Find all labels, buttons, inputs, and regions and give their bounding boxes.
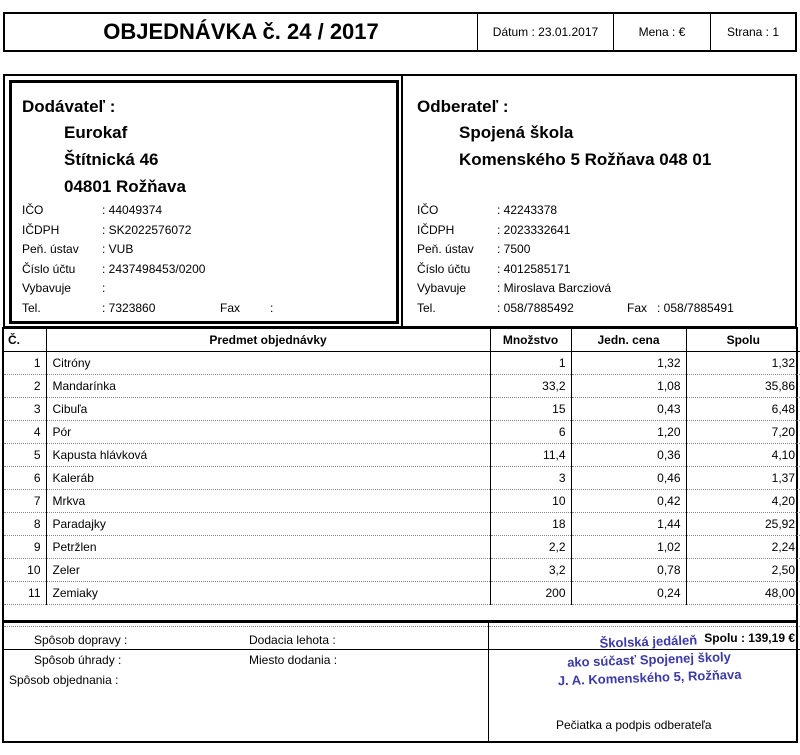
fax-label: Fax <box>627 300 648 315</box>
order-currency: Mena : € <box>638 25 686 39</box>
table-row <box>4 421 800 444</box>
table-row <box>4 444 800 467</box>
item-name: Mandarínka <box>46 375 490 398</box>
item-quantity: 3,2 <box>490 559 571 582</box>
field-value: : 4012585171 <box>497 261 571 276</box>
field-value: : 7500 <box>497 242 531 256</box>
field-value: : SK2022576072 <box>102 222 192 237</box>
item-quantity: 11,4 <box>490 444 571 467</box>
field-label: IČDPH <box>417 222 455 237</box>
customer-details <box>417 201 787 318</box>
item-unit-price: 0,78 <box>571 559 686 582</box>
transport-label: Spôsob dopravy : <box>34 633 128 647</box>
item-total: 35,86 <box>686 375 800 398</box>
order-page: Strana : 1 <box>726 25 780 39</box>
fax-label: Fax <box>220 300 241 315</box>
item-total: 25,92 <box>686 513 800 536</box>
col-header-number: Č. <box>4 329 46 352</box>
field-value: : <box>102 281 106 295</box>
item-unit-price: 1,20 <box>571 421 686 444</box>
supplier-label: Dodávateľ : <box>22 97 116 116</box>
item-total: 4,10 <box>686 444 800 467</box>
field-label: Číslo účtu <box>22 261 76 276</box>
customer-label: Odberateľ : <box>417 97 509 116</box>
field-value: : 44049374 <box>102 203 163 217</box>
field-label: Vybavuje <box>22 281 71 295</box>
field-label: Peň. ústav <box>417 242 474 256</box>
field-value: : 2023332641 <box>497 222 571 237</box>
customer-account-row <box>417 260 787 280</box>
col-header-unit-price: Jedn. cena <box>571 329 686 352</box>
school-stamp <box>528 629 770 691</box>
customer-name: Spojená škola <box>459 123 574 142</box>
supplier-icdph-row <box>22 221 382 241</box>
field-label: Peň. ústav <box>22 242 79 256</box>
ordering-label: Spôsob objednania : <box>9 673 119 687</box>
item-name: Zeler <box>46 559 490 582</box>
delivery-place-label: Miesto dodania : <box>249 653 338 667</box>
stamp-line: J. A. Komenského 5, Rožňava <box>557 666 742 689</box>
footer-section <box>2 621 798 743</box>
item-unit-price: 0,42 <box>571 490 686 513</box>
item-unit-price: 1,02 <box>571 536 686 559</box>
item-name: Pór <box>46 421 490 444</box>
header-bar <box>3 12 797 52</box>
supplier-details <box>22 201 382 318</box>
item-total: 2,24 <box>686 536 800 559</box>
supplier-phone-row <box>22 299 382 319</box>
customer-phone-row <box>417 299 787 319</box>
item-number: 2 <box>4 375 46 398</box>
item-number: 4 <box>4 421 46 444</box>
field-value: : 42243378 <box>497 203 558 217</box>
table-row <box>4 582 800 605</box>
item-name: Citróny <box>46 352 490 375</box>
supplier-name: Eurokaf <box>64 123 128 142</box>
tel-label: Tel. <box>417 300 436 315</box>
item-quantity: 2,2 <box>490 536 571 559</box>
stamp-line: ako súčasť Spojenej školy <box>566 649 732 670</box>
item-number: 6 <box>4 467 46 490</box>
divider <box>488 623 489 741</box>
item-name: Mrkva <box>46 490 490 513</box>
customer-box <box>403 80 795 324</box>
item-total: 1,32 <box>686 352 800 375</box>
item-unit-price: 0,43 <box>571 398 686 421</box>
item-number: 7 <box>4 490 46 513</box>
item-name: Kapusta hlávková <box>46 444 490 467</box>
table-row <box>4 513 800 536</box>
table-row <box>4 375 800 398</box>
field-value: : Miroslava Barcziová <box>497 281 612 295</box>
items-table <box>4 329 800 650</box>
item-number: 8 <box>4 513 46 536</box>
item-number: 11 <box>4 582 46 605</box>
item-name: Paradajky <box>46 513 490 536</box>
fax-value: : <box>270 300 274 315</box>
item-total: 7,20 <box>686 421 800 444</box>
item-name: Kaleráb <box>46 467 490 490</box>
item-quantity: 200 <box>490 582 571 605</box>
item-total: 6,48 <box>686 398 800 421</box>
supplier-ico-row <box>22 201 382 221</box>
item-number: 5 <box>4 444 46 467</box>
tel-value: : 7323860 <box>102 300 156 315</box>
customer-address: Komenského 5 Rožňava 048 01 <box>459 150 712 169</box>
table-header-row <box>4 329 800 352</box>
item-unit-price: 0,36 <box>571 444 686 467</box>
customer-contact-row <box>417 279 787 299</box>
supplier-contact-row <box>22 279 382 299</box>
field-label: Číslo účtu <box>417 261 471 276</box>
item-total: 4,20 <box>686 490 800 513</box>
item-quantity: 1 <box>490 352 571 375</box>
customer-bank-row <box>417 240 787 260</box>
field-label: IČO <box>417 203 439 217</box>
grand-total: Spolu : 139,19 € <box>4 627 800 650</box>
item-total: 1,37 <box>686 467 800 490</box>
supplier-account-row <box>22 260 382 280</box>
fax-value: : 058/7885491 <box>657 300 734 315</box>
field-label: Vybavuje <box>417 281 466 295</box>
supplier-bank-row <box>22 240 382 260</box>
table-row <box>4 398 800 421</box>
tel-label: Tel. <box>22 300 41 315</box>
field-value: : VUB <box>102 242 134 256</box>
delivery-term-label: Dodacia lehota : <box>249 633 336 647</box>
item-name: Petržlen <box>46 536 490 559</box>
item-unit-price: 0,46 <box>571 467 686 490</box>
item-total: 2,50 <box>686 559 800 582</box>
customer-icdph-row <box>417 221 787 241</box>
supplier-street: Štítnická 46 <box>64 150 159 169</box>
supplier-box <box>9 80 399 324</box>
field-label: IČO <box>22 203 44 217</box>
item-unit-price: 1,44 <box>571 513 686 536</box>
item-name: Zemiaky <box>46 582 490 605</box>
col-header-item: Predmet objednávky <box>46 329 490 352</box>
item-unit-price: 1,32 <box>571 352 686 375</box>
table-row <box>4 352 800 375</box>
item-quantity: 18 <box>490 513 571 536</box>
item-unit-price: 0,24 <box>571 582 686 605</box>
supplier-city: 04801 Rožňava <box>64 177 186 196</box>
item-number: 9 <box>4 536 46 559</box>
table-row <box>4 490 800 513</box>
item-quantity: 15 <box>490 398 571 421</box>
item-number: 1 <box>4 352 46 375</box>
tel-value: : 058/7885492 <box>497 300 574 315</box>
item-number: 10 <box>4 559 46 582</box>
stamp-line: Školská jedáleň <box>599 632 698 651</box>
order-date: Dátum : 23.01.2017 <box>492 25 599 39</box>
item-quantity: 3 <box>490 467 571 490</box>
item-quantity: 6 <box>490 421 571 444</box>
item-number: 3 <box>4 398 46 421</box>
col-header-total: Spolu <box>686 329 800 352</box>
payment-label: Spôsob úhrady : <box>34 653 122 667</box>
item-quantity: 33,2 <box>490 375 571 398</box>
item-name: Cibuľa <box>46 398 490 421</box>
col-header-quantity: Množstvo <box>490 329 571 352</box>
field-label: IČDPH <box>22 222 60 237</box>
parties-section <box>3 74 797 328</box>
table-row <box>4 559 800 582</box>
signature-label: Pečiatka a podpis odberateľa <box>556 718 712 732</box>
item-total: 48,00 <box>686 582 800 605</box>
table-row <box>4 536 800 559</box>
order-title: OBJEDNÁVKA č. 24 / 2017 <box>103 19 379 44</box>
field-value: : 2437498453/0200 <box>102 261 206 276</box>
item-quantity: 10 <box>490 490 571 513</box>
item-unit-price: 1,08 <box>571 375 686 398</box>
table-row <box>4 467 800 490</box>
customer-ico-row <box>417 201 787 221</box>
